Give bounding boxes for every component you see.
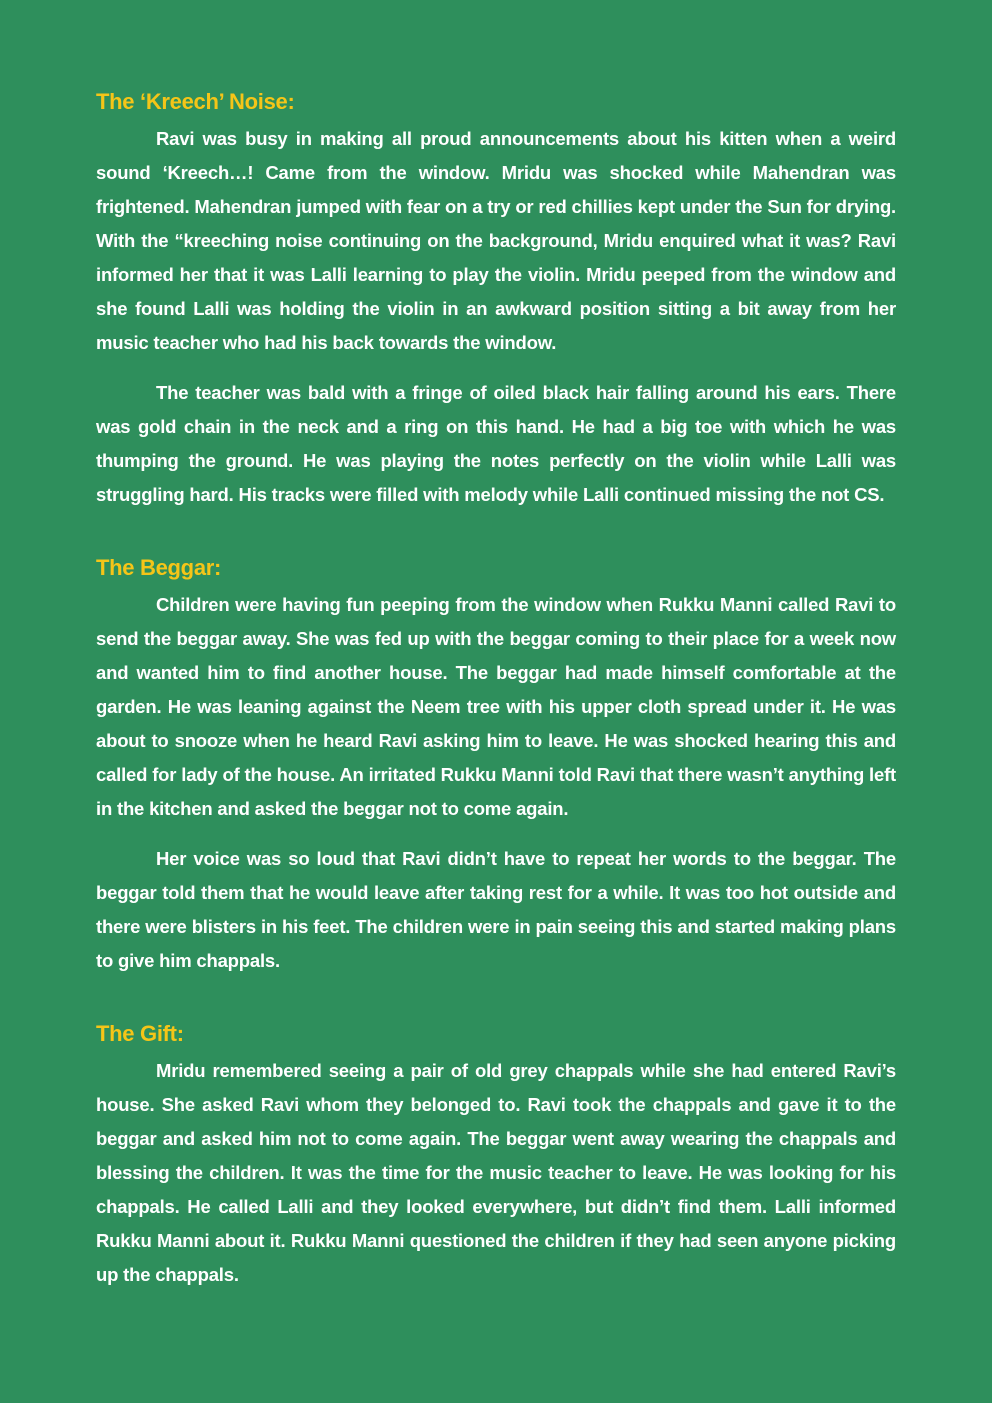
section-beggar <box>96 552 896 978</box>
section-heading: The Beggar: <box>96 555 222 580</box>
section-heading: The ‘Kreech’ Noise: <box>96 89 295 114</box>
paragraph: Her voice was so loud that Ravi didn’t have to repeat her words to the beggar. The beggar told them that he would leave after taking rest for a while. It was too hot outside and there were blisters in his feet. The children were in pain seeing this and started making plans to give him chappals. <box>96 848 896 971</box>
section-gift <box>96 1018 896 1292</box>
paragraph: Children were having fun peeping from the window when Rukku Manni called Ravi to send the beggar away. She was fed up with the beggar coming to their place for a week now and wanted him to find another house. The beggar had made himself comfortable at the garden. He was leaning against the Neem tree with his upper cloth spread under it. He was about to snooze when he heard Ravi asking him to leave. He was shocked hearing this and called for lady of the house. An irritated Rukku Manni told Ravi that there wasn’t anything left in the kitchen and asked the beggar not to come again. <box>96 594 896 819</box>
paragraph: Ravi was busy in making all proud announcements about his kitten when a weird sound ‘Kreech…! Came from the window. Mridu was shocked while Mahendran was frightened. Mahendran jumped with fear on a try or red chillies kept under the Sun for drying. With the “kreeching noise continuing on the background, Mridu enquired what it was? Ravi informed her that it was Lalli learning to play the violin. Mridu peeped from the window and she found Lalli was holding the violin in an awkward position sitting a bit away from her music teacher who had his back towards the window. <box>96 128 896 353</box>
section-heading: The Gift: <box>96 1021 184 1046</box>
section-kreech-noise <box>96 86 896 512</box>
paragraph: The teacher was bald with a fringe of oiled black hair falling around his ears. There was gold chain in the neck and a ring on this hand. He had a big toe with which he was thumping the ground. He was playing the notes perfectly on the violin while Lalli was struggling hard. His tracks were filled with melody while Lalli continued missing the not CS. <box>96 382 896 505</box>
paragraph: Mridu remembered seeing a pair of old grey chappals while she had entered Ravi’s house. She asked Ravi whom they belonged to. Ravi took the chappals and gave it to the beggar and asked him not to come again. The beggar went away wearing the chappals and blessing the children. It was the time for the music teacher to leave. He was looking for his chappals. He called Lalli and they looked everywhere, but didn’t find them. Lalli informed Rukku Manni about it. Rukku Manni questioned the children if they had seen anyone picking up the chappals. <box>96 1060 896 1285</box>
